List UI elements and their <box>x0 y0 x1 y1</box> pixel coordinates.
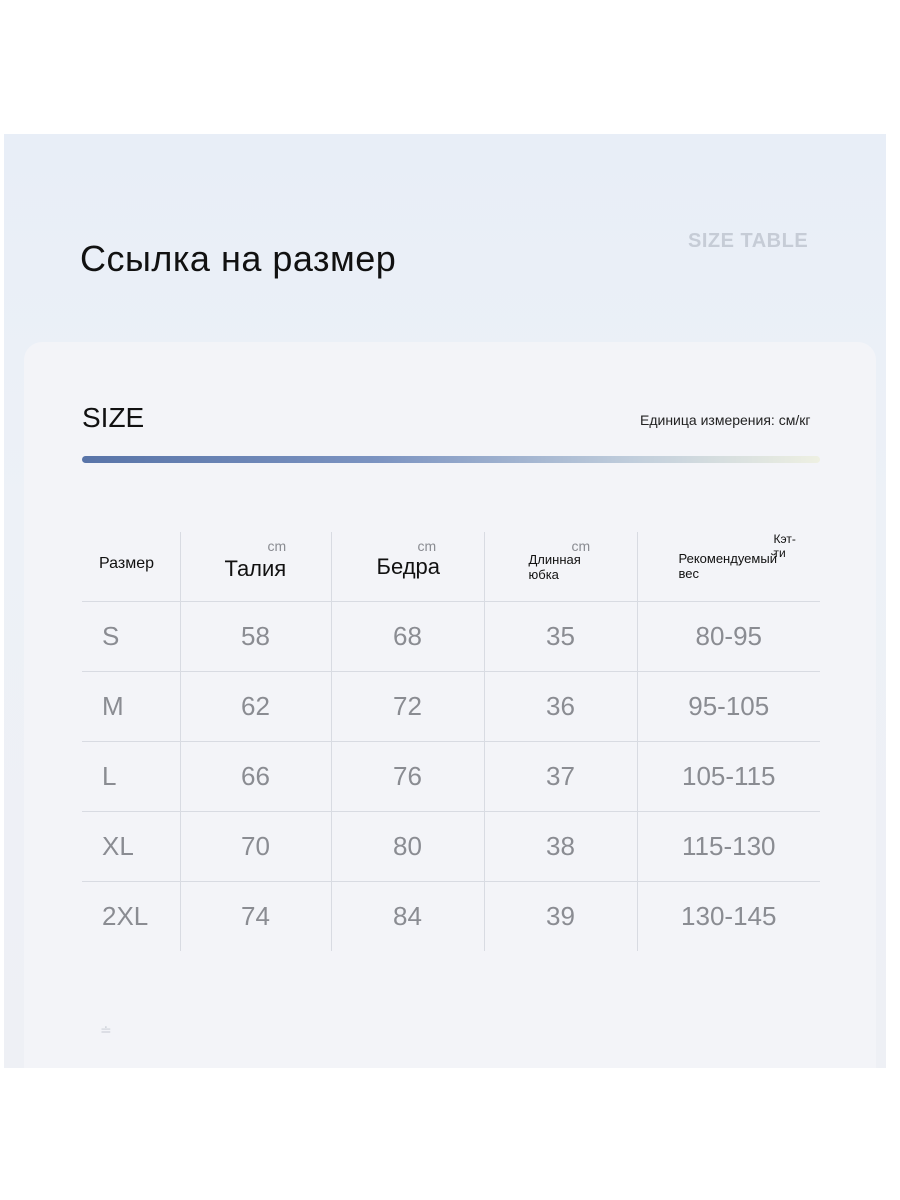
footer-mark: ≐ <box>100 1022 112 1038</box>
cell-weight: 80-95 <box>637 602 820 672</box>
header-hips-label: Бедра <box>376 554 440 579</box>
header-waist-label: Талия <box>224 556 287 581</box>
header-size <box>82 532 180 602</box>
cell-skirt-length: 35 <box>484 602 637 672</box>
header-skirt-label: Длинная юбка <box>528 552 581 582</box>
size-table <box>82 532 820 951</box>
cell-waist: 62 <box>180 672 331 742</box>
header-hips <box>331 532 484 602</box>
table-row <box>82 602 820 672</box>
header-size-label: Размер <box>99 555 154 572</box>
gradient-divider <box>82 456 820 463</box>
cell-size: L <box>82 742 180 812</box>
cell-size: 2XL <box>102 901 149 931</box>
header-waist <box>180 532 331 602</box>
cell-hips: 80 <box>331 812 484 882</box>
header-weight-label: Рекомендуемый вес <box>678 551 777 581</box>
cell-size: XL <box>82 812 180 882</box>
header-skirt-unit: cm <box>571 538 591 554</box>
table-row <box>82 742 820 812</box>
table-row <box>82 882 820 952</box>
header-waist-unit: cm <box>267 538 287 554</box>
cell-hips: 68 <box>331 602 484 672</box>
cell-hips: 84 <box>331 882 484 952</box>
cell-waist: 66 <box>180 742 331 812</box>
header-hips-unit: cm <box>417 538 437 554</box>
cell-skirt-length: 37 <box>484 742 637 812</box>
cell-size: M <box>82 672 180 742</box>
header-skirt-length <box>484 532 637 602</box>
cell-waist: 74 <box>180 882 331 952</box>
cell-weight: 115-130 <box>637 812 820 882</box>
cell-waist: 70 <box>180 812 331 882</box>
cell-weight: 105-115 <box>637 742 820 812</box>
header-weight-unit: Кэт-ти <box>773 532 796 560</box>
size-heading: SIZE <box>82 402 145 433</box>
unit-note: Единица измерения: см/кг <box>640 412 811 428</box>
cell-weight: 130-145 <box>637 882 820 952</box>
table-row <box>82 672 820 742</box>
cell-skirt-length: 39 <box>484 882 637 952</box>
table-row <box>82 812 820 882</box>
cell-size: S <box>82 602 180 672</box>
cell-skirt-length: 36 <box>484 672 637 742</box>
table-header-row <box>82 532 820 602</box>
size-table-badge: SIZE TABLE <box>688 230 809 252</box>
page-title: Ссылка на размер <box>80 238 397 279</box>
cell-skirt-length: 38 <box>484 812 637 882</box>
cell-waist: 58 <box>180 602 331 672</box>
header-weight <box>637 532 820 602</box>
cell-weight: 95-105 <box>637 672 820 742</box>
cell-hips: 72 <box>331 672 484 742</box>
cell-hips: 76 <box>331 742 484 812</box>
